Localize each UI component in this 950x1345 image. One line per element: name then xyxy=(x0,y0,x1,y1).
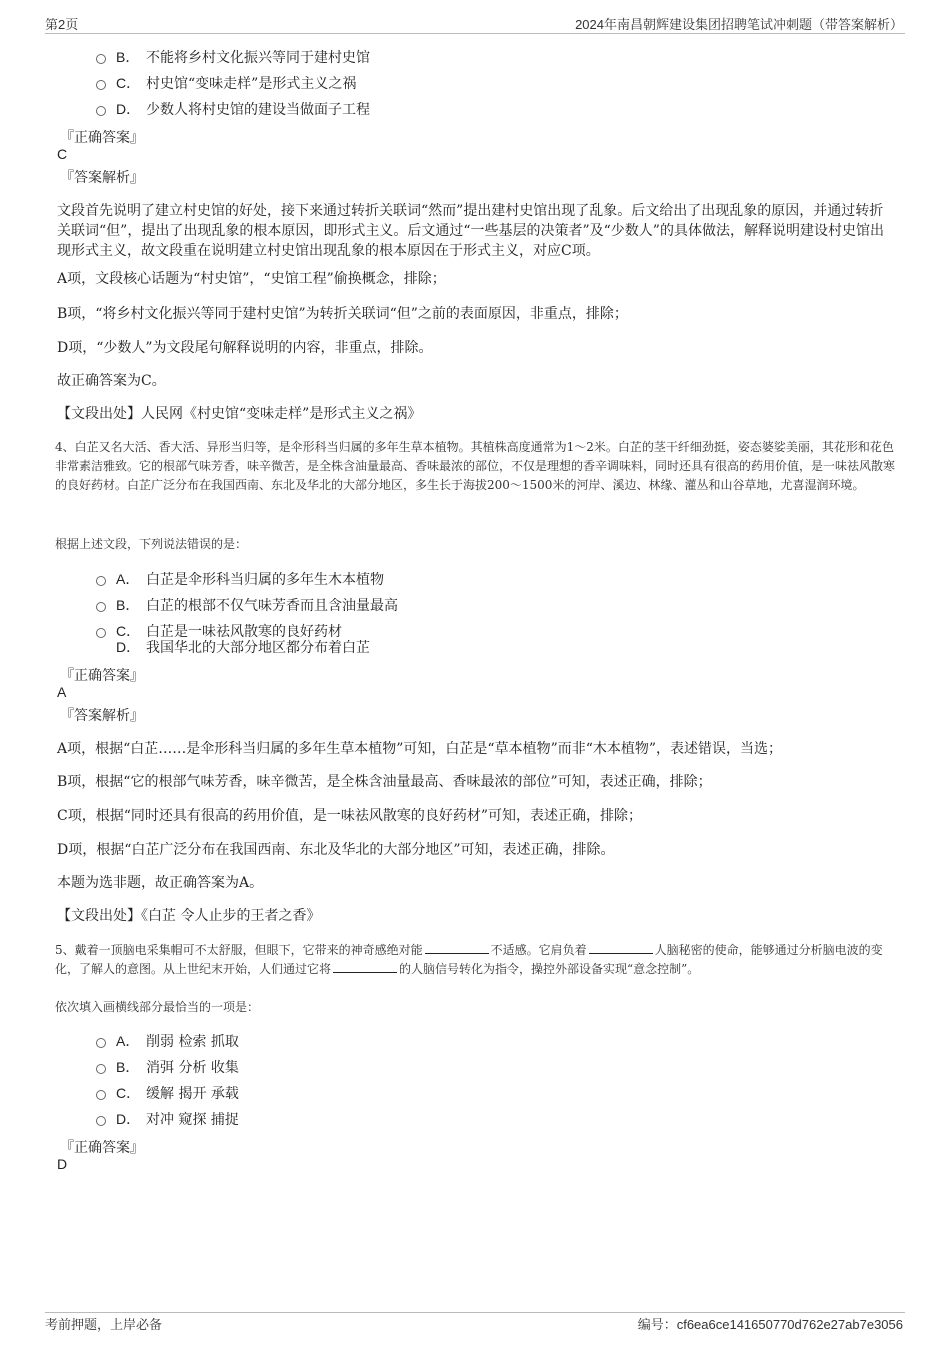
q3-analysis-main: 文段首先说明了建立村史馆的好处，接下来通过转折关联词“然而”提出建村史馆出现了乱象。后文给出了出现乱象的原因，并通过转折关联词“但”，提出了出现乱象的根本原因，即形式主义。后文通过“一些基层的决策者”及“少数人”的具体做法，解释说明建设村史馆出现形式主义，故文段重在说明建立村史馆出现乱象的根本原因在于形式主义，对应C项。 xyxy=(57,203,884,259)
q4-answer: A xyxy=(57,684,67,700)
document-title: 2024年南昌朝辉建设集团招聘笔试冲刺题（带答案解析） xyxy=(575,17,903,32)
blank-line xyxy=(333,960,397,973)
q3-option-d[interactable]: D． 少数人将村史馆的建设当做面子工程 xyxy=(96,99,370,119)
q3-analysis-b: B项，“将乡村文化振兴等同于建村史馆”为转折关联词“但”之前的表面原因，非重点，排除； xyxy=(57,306,628,322)
q4-prompt: 根据上述文段，下列说法错误的是： xyxy=(55,537,248,551)
q4-stem: 4、白芷又名大活、香大活、异形当归等，是伞形科当归属的多年生草本植物。其植株高度通常为1～2米。白芷的茎干纤细劲挺，姿态婆娑美丽，其花形和花色非常素洁雅致。它的根部气味芳香，味辛微苦，是全株含油量最高、香味最浓的部位，不仅是理想的香辛调味料，同时还具有很高的药用价值，是一味祛风散寒的良好药材。白芷广泛分布在我国西南、东北及华北的大部分地区，多生长于海拔200～1500米的河岸、溪边、林缘、灌丛和山谷草地，尤喜湿润环境。 xyxy=(55,440,896,492)
q5-option-c[interactable]: C． 缓解 揭开 承载 xyxy=(96,1083,239,1103)
q5-option-b[interactable]: B． 消弭 分析 收集 xyxy=(96,1057,239,1077)
q5-answer: D xyxy=(57,1156,68,1172)
q4-option-b[interactable]: B． 白芷的根部不仅气味芳香而且含油量最高 xyxy=(96,595,398,615)
q4-answer-label: 『正确答案』 xyxy=(60,668,144,684)
blank-line xyxy=(589,941,653,954)
blank-line xyxy=(425,941,489,954)
q4-option-d[interactable]: D． 我国华北的大部分地区都分布着白芷 xyxy=(116,639,370,656)
document-id: 编号：cf6ea6ce141650770d762e27ab7e3056 xyxy=(637,1317,903,1332)
radio-icon[interactable] xyxy=(96,1090,106,1100)
q5-option-d[interactable]: D． 对冲 窥探 捕捉 xyxy=(96,1109,239,1129)
q3-conclusion: 故正确答案为C。 xyxy=(57,373,166,389)
radio-icon[interactable] xyxy=(96,576,106,586)
q5-option-a[interactable]: A． 削弱 检索 抓取 xyxy=(96,1031,239,1051)
q4-option-a[interactable]: A． 白芷是伞形科当归属的多年生木本植物 xyxy=(96,569,384,589)
q4-analysis-b: B项，根据“它的根部气味芳香，味辛微苦，是全株含油量最高、香味最浓的部位”可知，表述正确，排除； xyxy=(57,774,712,790)
q5-stem: 5、戴着一顶脑电采集帽可不太舒服，但眼下，它带来的神奇感绝对能 不适感。它肩负着 人脑秘密的使命，能够通过分析脑电波的变化，了解人的意图。从上世纪末开始，人们通过它将 的人脑信号转化为指令，操控外部设备实现“意念控制”。 xyxy=(55,943,883,976)
q4-analysis-a: A项，根据“白芷……是伞形科当归属的多年生草本植物”可知，白芷是“草本植物”而非“木本植物”，表述错误，当选； xyxy=(57,741,783,757)
q3-analysis-a: A项，文段核心话题为“村史馆”，“史馆工程”偷换概念，排除； xyxy=(57,271,446,287)
q4-option-c[interactable]: C． 白芷是一味祛风散寒的良好药材 xyxy=(96,621,342,641)
q3-analysis-d: D项，“少数人”为文段尾句解释说明的内容，非重点，排除。 xyxy=(57,340,433,356)
footer-divider xyxy=(45,1312,905,1313)
q4-analysis-c: C项，根据“同时还具有很高的药用价值，是一味祛风散寒的良好药材”可知，表述正确，排除； xyxy=(57,808,643,824)
q3-option-c[interactable]: C． 村史馆“变味走样”是形式主义之祸 xyxy=(96,73,356,93)
q3-answer-label: 『正确答案』 xyxy=(60,130,144,146)
q4-conclusion: 本题为选非题，故正确答案为A。 xyxy=(57,875,264,891)
radio-icon[interactable] xyxy=(96,1064,106,1074)
q4-source: 【文段出处】《白芷 令人止步的王者之香》 xyxy=(57,908,321,924)
q3-source: 【文段出处】人民网《村史馆“变味走样”是形式主义之祸》 xyxy=(57,406,422,422)
q5-prompt: 依次填入画横线部分最恰当的一项是： xyxy=(55,1000,260,1014)
radio-icon[interactable] xyxy=(96,80,106,90)
header-divider xyxy=(45,33,905,34)
q4-analysis-d: D项，根据“白芷广泛分布在我国西南、东北及华北的大部分地区”可知，表述正确，排除。 xyxy=(57,842,615,858)
q5-answer-label: 『正确答案』 xyxy=(60,1140,144,1156)
q3-answer: C xyxy=(57,146,68,162)
page-number: 第2页 xyxy=(45,17,79,32)
radio-icon[interactable] xyxy=(96,1116,106,1126)
radio-icon[interactable] xyxy=(96,1038,106,1048)
q3-analysis-label: 『答案解析』 xyxy=(60,170,144,186)
radio-icon[interactable] xyxy=(96,602,106,612)
radio-icon[interactable] xyxy=(96,54,106,64)
radio-icon[interactable] xyxy=(96,106,106,116)
q3-option-b[interactable]: B． 不能将乡村文化振兴等同于建村史馆 xyxy=(96,47,370,67)
footer-slogan: 考前押题，上岸必备 xyxy=(45,1317,163,1332)
q4-analysis-label: 『答案解析』 xyxy=(60,708,144,724)
